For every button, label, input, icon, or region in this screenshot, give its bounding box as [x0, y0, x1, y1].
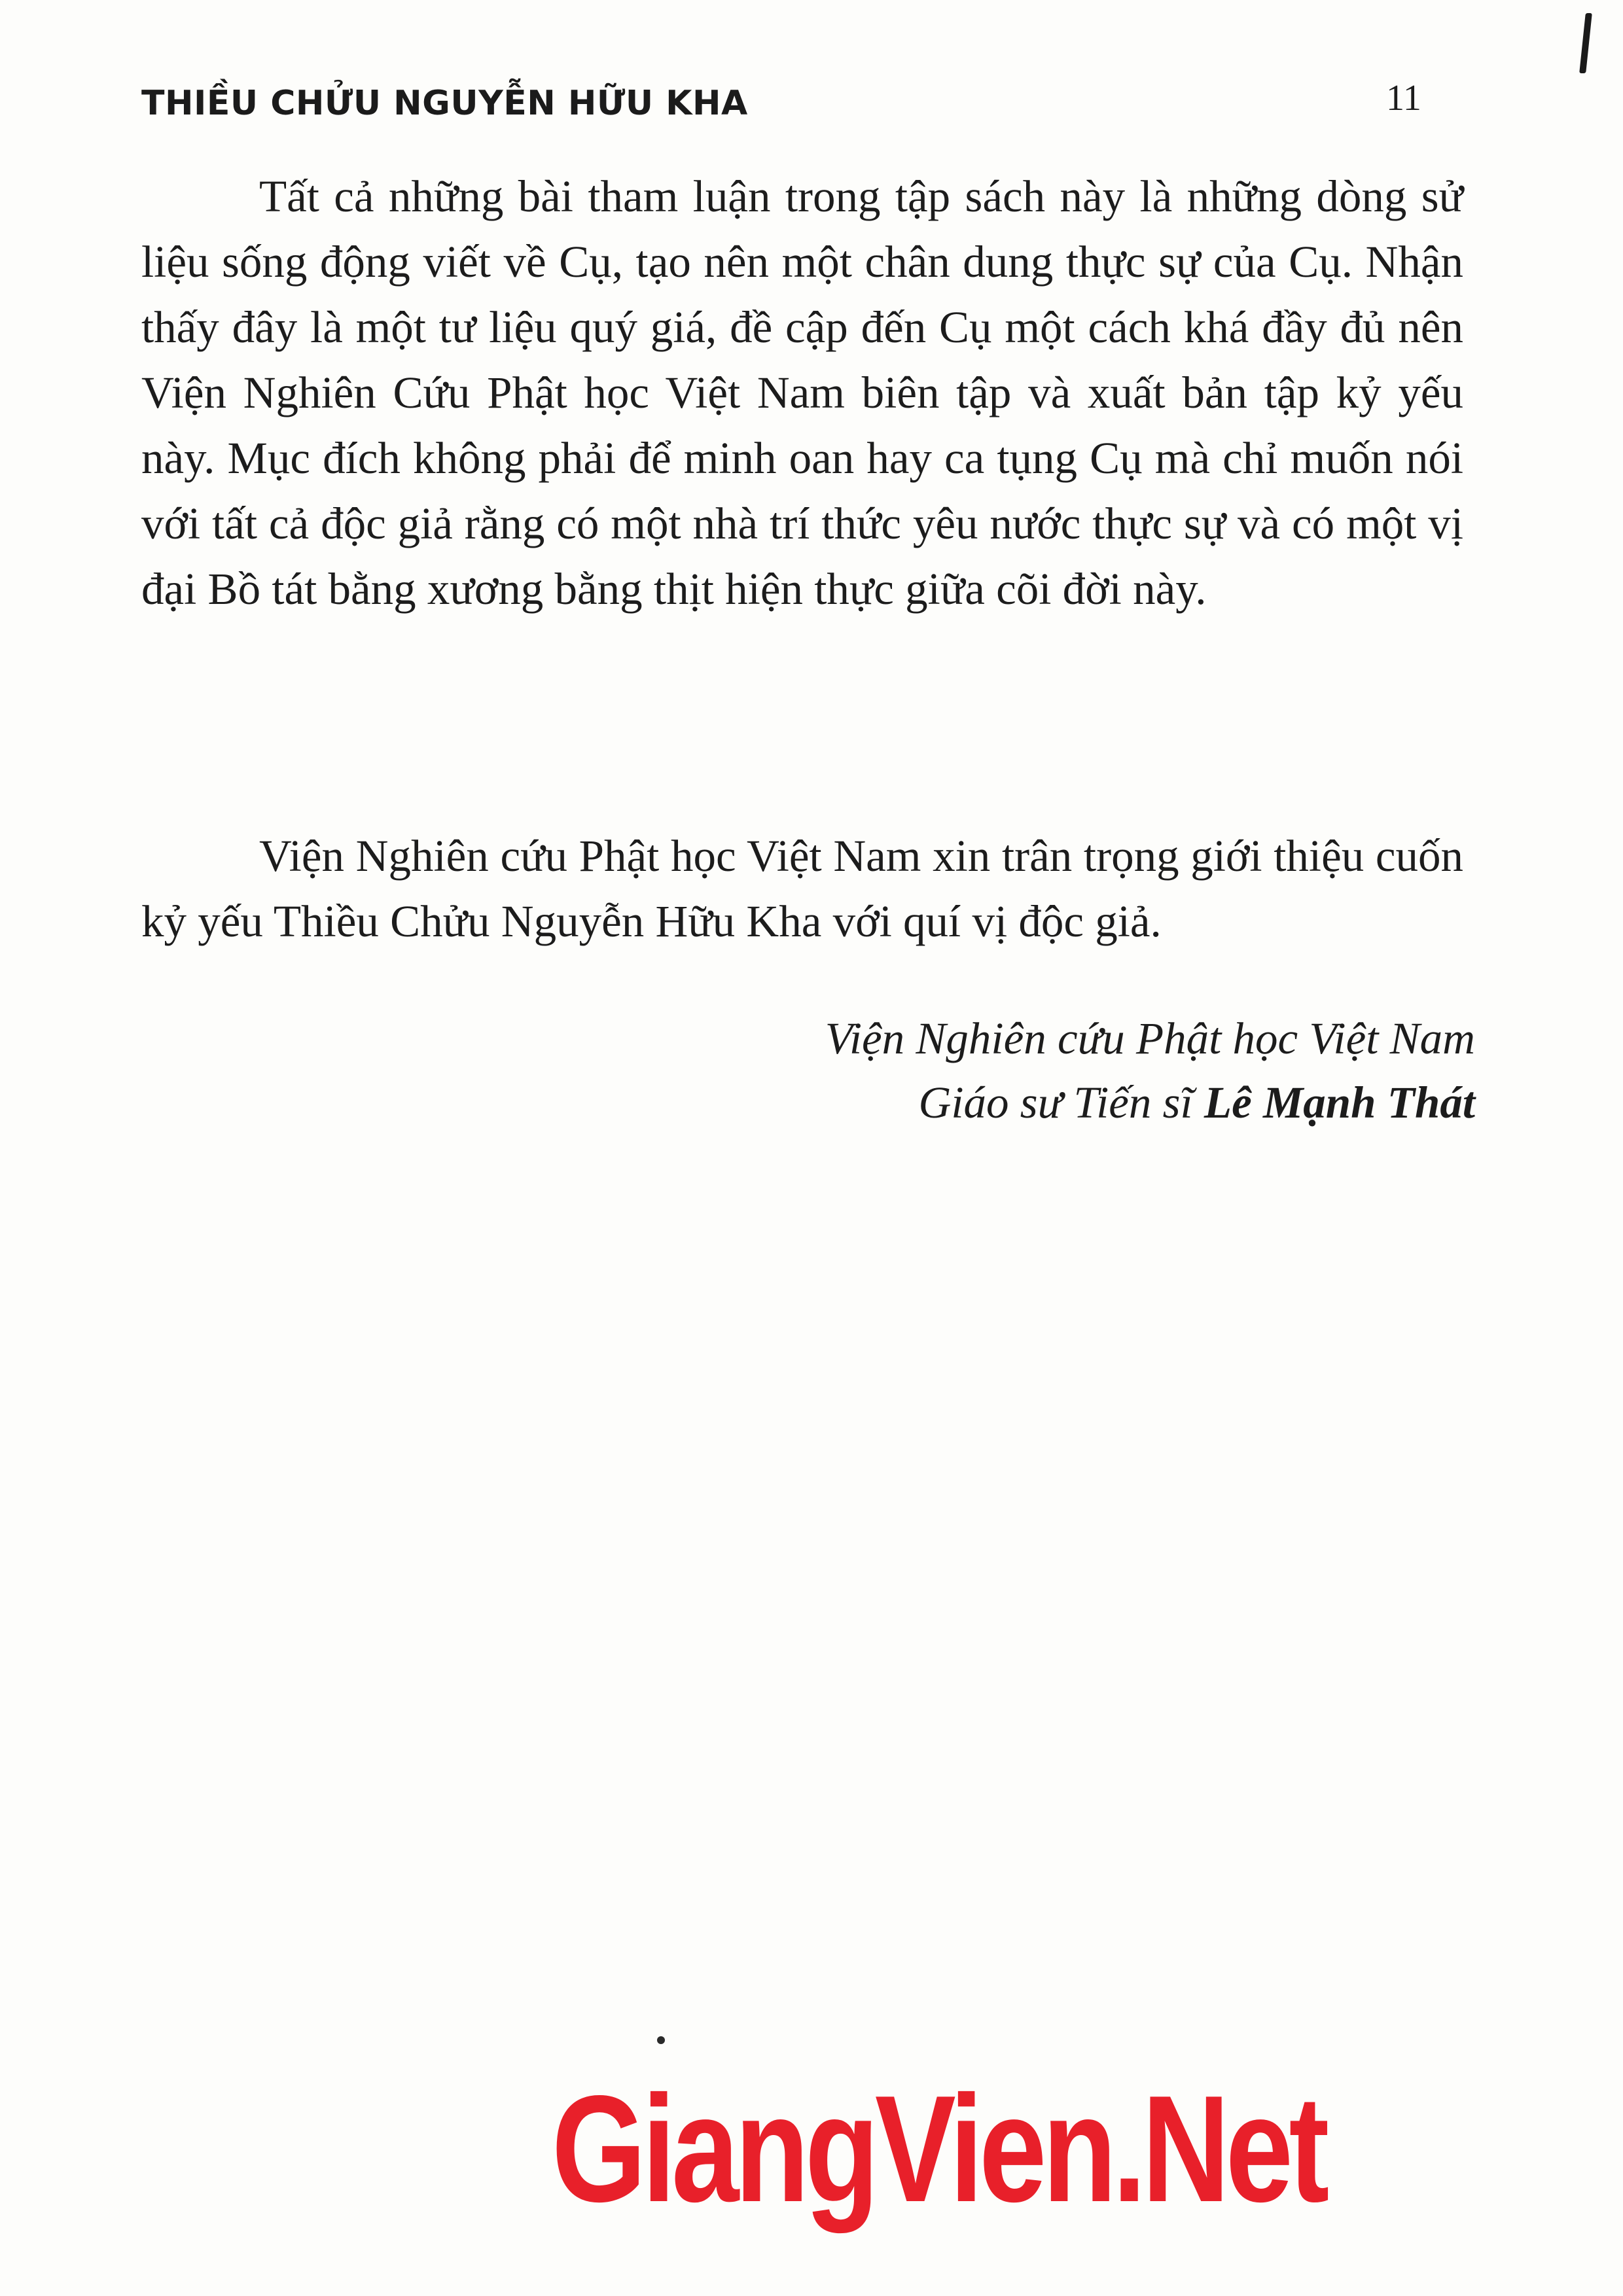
paragraph-2: Viện Nghiên cứu Phật học Việt Nam xin trân trọng giới thiệu cuốn kỷ yếu Thiều Chửu Nguyễn Hữu Kha với quí vị độc giả. — [141, 831, 1463, 946]
signature-name: Lê Mạnh Thát — [1204, 1078, 1475, 1127]
page-edge-mark — [1579, 13, 1592, 73]
signature-institute: Viện Nghiên cứu Phật học Việt Nam — [825, 1014, 1475, 1063]
running-head-title: THIỀU CHỬU NGUYỄN HỮU KHA — [141, 84, 748, 123]
signature-line — [825, 1070, 1475, 1135]
paragraph-1: Tất cả những bài tham luận trong tập sách này là những dòng sử liệu sống động viết về Cụ, tạo nên một chân dung thực sự của Cụ. Nhận thấy đây là một tư liệu quý giá, đề cập đến Cụ một cách khá đầy đủ nên Viện Nghiên Cứu Phật học Việt Nam biên tập và xuất bản tập kỷ yếu này. Mục đích không phải để minh oan hay ca tụng Cụ mà chỉ muốn nói với tất cả độc giả rằng có một nhà trí thức yêu nước thực sự và có một vị đại Bồ tát bằng xương bằng thịt hiện thực giữa cõi đời này. — [141, 171, 1463, 614]
stray-dot-mark — [657, 2036, 665, 2044]
watermark-logo: GiangVien.Net — [552, 2064, 1325, 2234]
body-text — [141, 164, 1463, 954]
page-number: 11 — [1386, 78, 1421, 118]
signature-title: Giáo sư Tiến sĩ — [918, 1078, 1193, 1127]
signature-block — [825, 1006, 1475, 1135]
